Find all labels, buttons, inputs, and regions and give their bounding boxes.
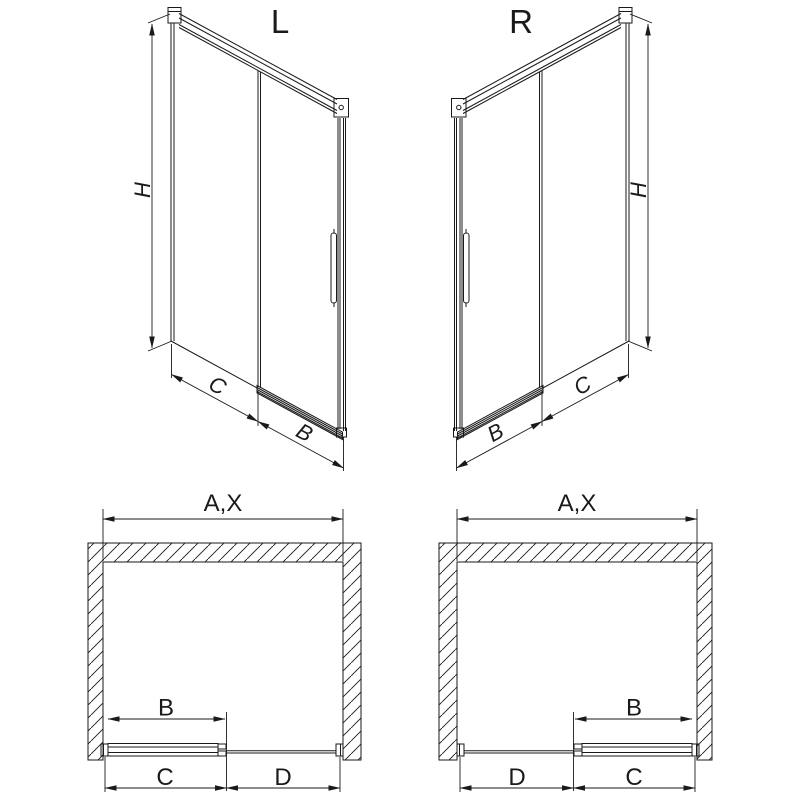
label-c-left-plan: C <box>156 764 174 791</box>
plan-view-right <box>439 490 712 792</box>
iso-view-right <box>452 3 653 471</box>
label-c-right-plan: C <box>625 764 643 791</box>
wall-hatch-right <box>439 543 712 760</box>
label-d-right-plan: D <box>508 764 526 791</box>
label-c-right-iso: C <box>569 370 596 401</box>
label-c-left-iso: C <box>204 370 231 401</box>
label-ax-left-plan: A,X <box>203 490 243 517</box>
iso-view-left <box>130 3 349 471</box>
label-h-right-iso: H <box>626 182 651 198</box>
label-ax-right-plan: A,X <box>557 490 597 517</box>
label-b-left-iso: B <box>292 417 318 447</box>
label-b-left-plan: B <box>157 694 175 722</box>
label-h-left-iso: H <box>130 182 155 198</box>
variant-label-l: L <box>270 3 290 40</box>
variant-label-r: R <box>509 3 533 40</box>
label-b-right-iso: B <box>482 417 508 447</box>
wall-hatch-left <box>88 543 361 760</box>
label-b-right-plan: B <box>625 694 643 722</box>
plan-view-left <box>88 490 361 792</box>
label-d-left-plan: D <box>274 764 292 791</box>
